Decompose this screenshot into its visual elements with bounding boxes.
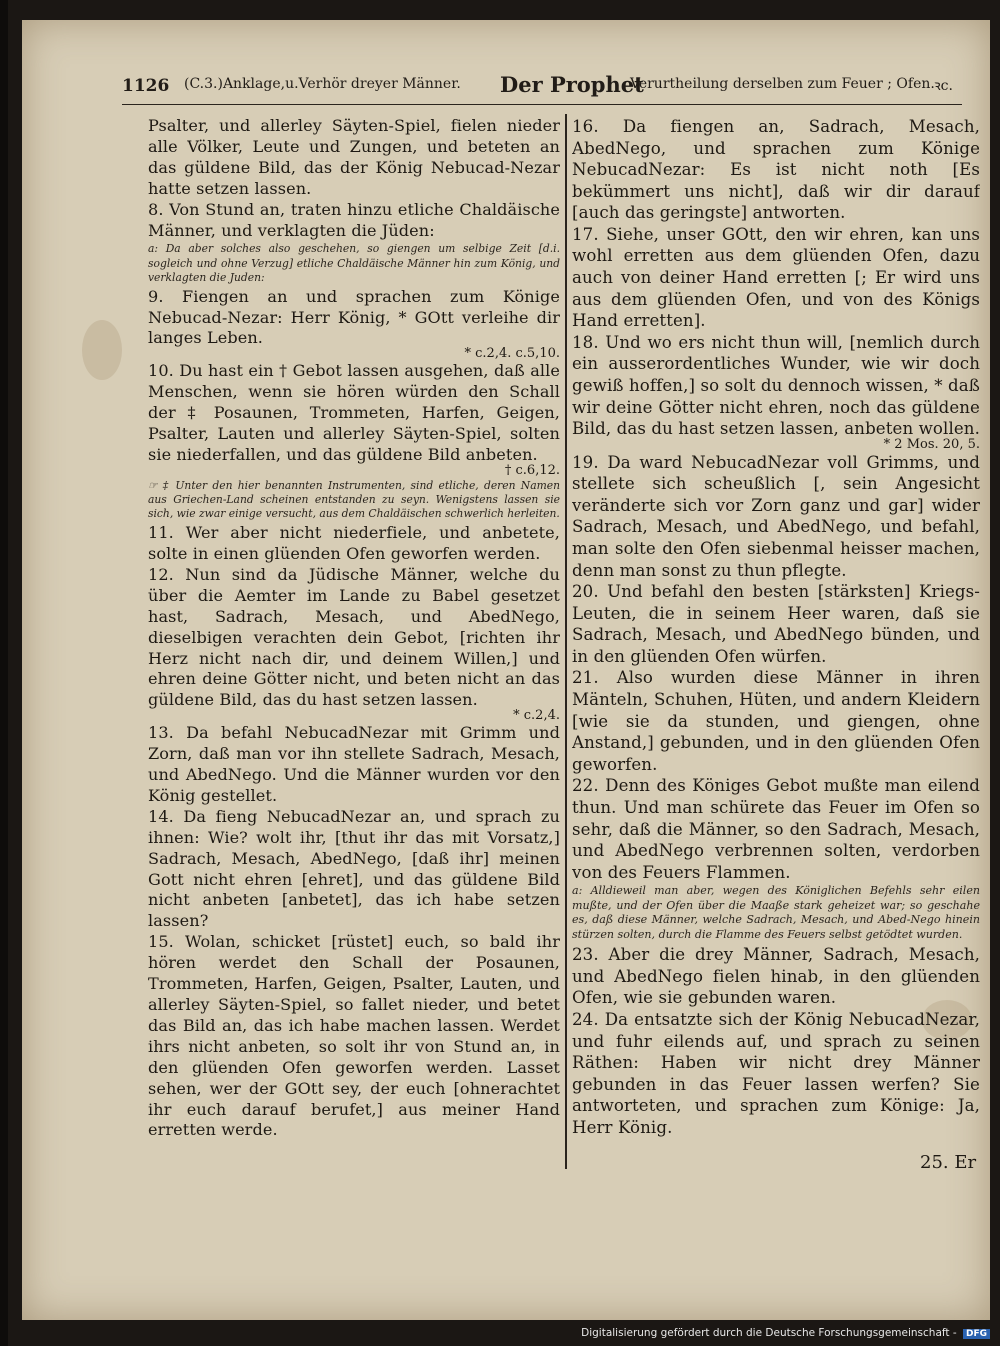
gloss-8: a: Da aber solches also geschehen, so giengen um selbige Zeit [d.i. sogleich und ohne Verzug] etliche Chaldäische Männer hin zum König, und verklagten die Juden:: [148, 242, 560, 284]
verse-8: 8. Von Stund an, traten hinzu etliche Chaldäische Männer, und verklagten die Jüden:: [148, 199, 560, 240]
page-number: 1126: [122, 76, 170, 96]
gloss-22: a: Alldieweil man aber, wegen des Königlichen Befehls sehr eilen mußte, und der Ofen über die Maaße stark geheizet war; so geschahe es, daß diese Männer, welche Sadrach, Mesach, und Abed-Nego hinein stürzen solten, durch die Flamme des Feuers selbst getödtet wurden.: [572, 884, 980, 941]
scan-edge: [0, 0, 8, 1346]
verse-16: 16. Da fiengen an, Sadrach, Mesach, AbedNego, und sprachen zum Könige NebucadNezar: Es ist nicht noth [Es bekümmert uns nicht], daß wir dir darauf [auch das geringste] antworten.: [572, 117, 980, 223]
verse-10: 10. Du hast ein † Gebot lassen ausgehen, daß alle Menschen, wenn sie hören würden den Schall der ‡ Posaunen, Trommeten, Harfen, Geigen, Psalter, Lauten und allerley Säyten-Spiel, solten sie niederfallen, und das güldene Bild anbeten.: [148, 361, 560, 464]
verse-9: 9. Fiengen an und sprachen zum Könige Nebucad-Nezar: Herr König, * GOtt verleihe dir langes Leben.: [148, 286, 560, 348]
verse-14: 14. Da fieng NebucadNezar an, und sprach zu ihnen: Wie? wolt ihr, [thut ihr das mit Vorsatz,] Sadrach, Mesach, AbedNego, [daß ihr] meinen Gott nicht ehren [ehret], und das güldene Bild nicht anbeten [anbetet], das ich habe setzen lassen?: [148, 806, 560, 931]
column-divider: [565, 114, 567, 1169]
verse-7-end: Psalter, und allerley Säyten-Spiel, fielen nieder alle Völker, Leute und Zungen, und beteten an das güldene Bild, das der König Nebucad-Nezar hatte setzen lassen.: [148, 116, 560, 198]
running-header: [122, 74, 962, 105]
verse-22: 22. Denn des Königes Gebot mußte man eilend thun. Und man schürete das Feuer im Ofen so sehr, daß die Männer, so den Sadrach, Mesach, und AbedNego verbrennen solten, verdorben von des Feuers Flammen.: [572, 776, 980, 882]
verse-17: 17. Siehe, unser GOtt, den wir ehren, kan uns wohl erretten aus dem glüenden Ofen, dazu auch von deiner Hand erretten [; Er wird uns aus dem glüenden Ofen, und von des Königs Hand erretten].: [572, 224, 980, 331]
footer-text: Digitalisierung gefördert durch die Deutsche Forschungsgemeinschaft -: [581, 1327, 957, 1339]
verse-20: 20. Und befahl den besten [stärksten] Kriegs-Leuten, die in seinem Heer waren, daß sie Sadrach, Mesach, und AbedNego bünden, und in den glüenden Ofen würfen.: [572, 582, 980, 666]
header-etc: ꝛc.: [934, 78, 953, 94]
verse-21: 21. Also wurden diese Männer in ihren Mänteln, Schuhen, Hüten, und andern Kleidern [wie sie da stunden, und giengen, ohne Anstand,] gebunden, und in den glüenden Ofen geworfen.: [572, 668, 980, 774]
paper-stain: [82, 320, 122, 380]
verse-18: 18. Und wo ers nicht thun will, [nemlich durch ein ausserordentliches Wunder, wie wir doch gewiß hoffen,] so solt du dennoch wissen, * daß wir deine Götter nicht ehren, noch das güldene Bild, das du hast setzen lassen, anbeten wollen.: [572, 332, 980, 439]
verse-23: 23. Aber die drey Männer, Sadrach, Mesach, und AbedNego fielen hinab, in den glüenden Ofen, wie sie gebunden waren.: [572, 945, 980, 1008]
verse-12: 12. Nun sind da Jüdische Männer, welche du über die Aemter im Lande zu Babel gesetzet hast, Sadrach, Mesach, und AbedNego, dieselbigen verachten dein Gebot, [richten ihr Herz nicht nach dir, und deinem Willen,] und ehren deine Götter nicht, und beten nicht an das güldene Bild, das du hast setzen lassen.: [148, 564, 560, 710]
header-right-heading: Verurtheilung derselben zum Feuer ; Ofen.: [630, 76, 935, 92]
gloss-10: ☞ ‡ Unter den hier benannten Instrumenten, sind etliche, deren Namen aus Griechen-Land scheinen entstanden zu seyn. Wenigstens lassen sie sich, wie zwar einige versucht, aus dem Chaldäischen schwerlich herleiten.: [148, 478, 560, 520]
cross-reference-10: † c.6,12.: [504, 462, 560, 478]
verse-15: 15. Wolan, schicket [rüstet] euch, so bald ihr hören werdet den Schall der Posaunen, Trommeten, Harfen, Geigen, Psalter, Lauten, und allerley Säyten-Spiel, so fallet nieder, und betet das Bild an, das ich habe machen lassen. Werdet ihrs nicht anbeten, so solt ihr von Stund an, in den glüenden Ofen geworfen werden. Lasset sehen, wer der GOtt sey, der euch [ohnerachtet ihr euch darauf berufet,] aus meiner Hand erretten werde.: [148, 932, 560, 1140]
verse-24: 24. Da entsatzte sich der König NebucadNezar, und fuhr eilends auf, und sprach zu seinen Räthen: Haben wir nicht drey Männer gebunden in das Feuer lassen werfen? Sie antworteten, und sprachen zum Könige: Ja, Herr König.: [572, 1010, 980, 1137]
verse-19: 19. Da ward NebucadNezar voll Grimms, und stellete sich scheußlich [, sein Angesicht veränderte sich vor Zorn ganz und gar] wider Sadrach, Mesach, und AbedNego, und befahl, man solte den Ofen siebenmal heisser machen, denn man sonst zu thun pflegte.: [572, 452, 980, 580]
header-title: Der Prophet: [500, 74, 644, 97]
verse-11: 11. Wer aber nicht niederfiele, und anbetete, solte in einen glüenden Ofen geworfen werden.: [148, 523, 560, 563]
catchword: 25. Er: [920, 1152, 977, 1173]
left-column: [148, 116, 560, 1180]
header-left-heading: (C.3.)Anklage,u.Verhör dreyer Männer.: [184, 76, 461, 92]
cross-reference-9: * c.2,4. c.5,10.: [464, 346, 560, 362]
cross-reference-12: * c.2,4.: [513, 708, 560, 724]
digitization-footer: [581, 1327, 990, 1339]
verse-13: 13. Da befahl NebucadNezar mit Grimm und Zorn, daß man vor ihn stellete Sadrach, Mesach, und AbedNego. Und die Männer wurden vor den König gestellet.: [148, 723, 560, 805]
dfg-logo: DFG: [963, 1329, 990, 1339]
right-column: [572, 116, 980, 1165]
cross-reference-18: * 2 Mos. 20, 5.: [883, 436, 980, 452]
